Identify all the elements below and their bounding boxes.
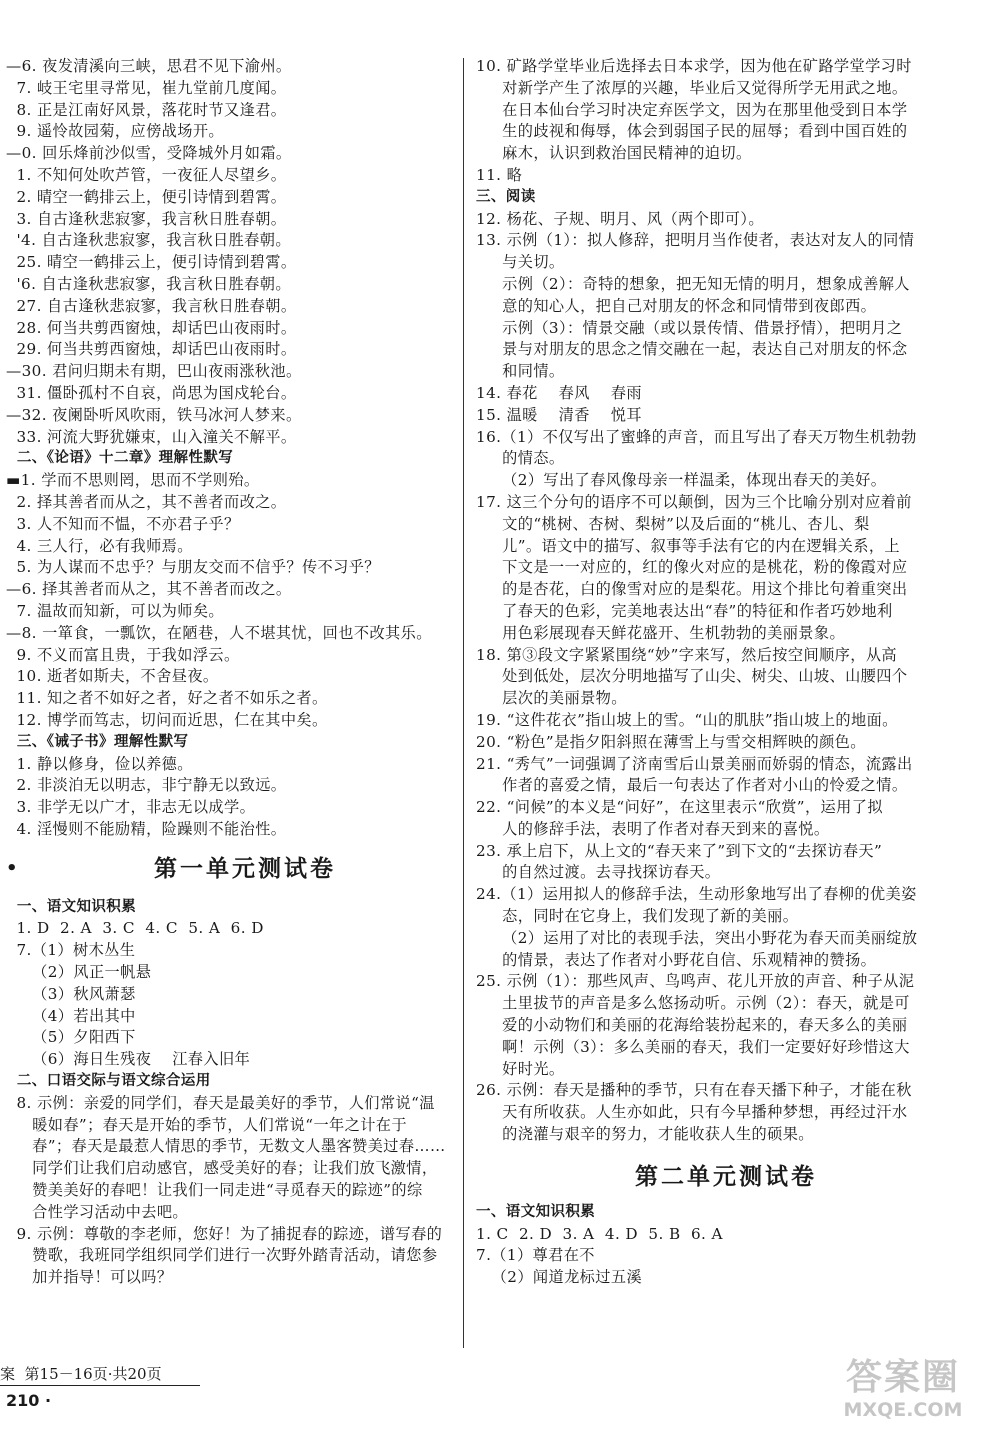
answer-line: ▬1. 学而不思则罔，思而不学则殆。 — [6, 471, 260, 490]
answer-line: 14. 春花 春风 春雨 — [476, 383, 642, 402]
answer-line: 麻木，认识到救治国民精神的迫切。 — [476, 144, 752, 163]
answer-line: 15. 温暖 清香 悦耳 — [476, 405, 642, 424]
answer-line: 好时光。 — [476, 1059, 565, 1078]
answer-line: 作者的喜爱之情，最后一句表达了作者对小山的怜爱之情。 — [476, 776, 908, 795]
answer-line: 10. 逝者如斯夫，不舍昼夜。 — [6, 667, 219, 686]
answer-line: 4. 三人行，必有我师焉。 — [6, 536, 193, 555]
answer-line: 24.（1）运用拟人的修辞手法，生动形象地写出了春柳的优美姿 — [476, 885, 917, 904]
answer-line: 19. “这件花衣”指山坡上的雪。“山的肌肤”指山坡上的地面。 — [476, 710, 898, 729]
answer-line: 与关切。 — [476, 253, 565, 272]
answer-line: —6. 择其善者而从之，其不善者而改之。 — [6, 580, 292, 599]
watermark-logo — [818, 1356, 988, 1424]
left-column — [6, 56, 454, 1289]
answer-line: 2. 非淡泊无以明志，非宁静无以致远。 — [6, 776, 287, 795]
answer-line: 人的修辞手法，表明了作者对春天到来的喜悦。 — [476, 819, 830, 838]
answer-line: 在日本仙台学习时决定弃医学文，因为在那里他受到日本学 — [476, 100, 908, 119]
answer-line: 9. 不义而富且贵，于我如浮云。 — [6, 645, 240, 664]
answer-line: 18. 第③段文字紧紧围绕“妙”字来写，然后按空间顺序，从高 — [476, 645, 898, 664]
answer-line: 10. 矿路学堂毕业后选择去日本求学，因为他在矿路学堂学习时 — [476, 57, 912, 75]
answer-line: 的浇灌与艰辛的努力，才能收获人生的硕果。 — [476, 1125, 814, 1144]
answer-line: 33. 河流大野犹嫌束，山入潼关不解平。 — [6, 427, 297, 446]
watermark-main: 答案圈 — [845, 1357, 960, 1398]
answer-line: 的是杏花，白的像雪对应的是梨花。用这个排比句着重突出 — [476, 580, 908, 599]
answer-line: 下文是一一对应的，红的像火对应的是桃花，粉的像霞对应 — [476, 558, 908, 577]
answer-line: 2. 择其善者而从之，其不善者而改之。 — [6, 492, 287, 511]
answer-line: 儿”。语文中的描写、叙事等手法有它的内在逻辑关系，上 — [476, 536, 900, 555]
answer-line: 4. 淫慢则不能励精，险躁则不能治性。 — [6, 819, 287, 838]
section-heading: 一、语文知识积累 — [476, 1203, 596, 1220]
answer-line: 示例（3）：情景交融（或以景传情、借景抒情），把明月之 — [476, 318, 903, 337]
answer-line: 29. 何当共剪西窗烛，却话巴山夜雨时。 — [6, 340, 297, 359]
answer-line: 9. 遥怜故园菊，应傍战场开。 — [6, 122, 225, 141]
answer-line: 1. 静以修身，俭以养德。 — [6, 754, 193, 773]
answer-line: —0. 回乐烽前沙似雪，受降城外月如霜。 — [6, 144, 292, 163]
answer-line: 合性学习活动中去吧。 — [6, 1202, 189, 1221]
answer-line: 的情态。 — [476, 449, 565, 468]
answer-line: 26. 示例：春天是播种的季节，只有在春天播下种子，才能在秋 — [476, 1081, 912, 1100]
answer-line: 用色彩展现春天鲜花盛开、生机勃勃的美丽景象。 — [476, 623, 846, 642]
answer-line: （2）风正一帆悬 — [6, 963, 152, 982]
answer-line: 处到低处，层次分明地描写了山尖、树尖、山坡、山腰四个 — [476, 667, 908, 686]
answer-line: 暖如春”；春天是开始的季节，人们常说“一年之计在于 — [6, 1115, 407, 1134]
answer-line: 7. 岐王宅里寻常见，崔九堂前几度闻。 — [6, 78, 287, 97]
answer-line: 27. 自古逢秋悲寂寥，我言秋日胜春朝。 — [6, 296, 297, 315]
answer-line: 28. 何当共剪西窗烛，却话巴山夜雨时。 — [6, 318, 297, 337]
answer-line: 土里拔节的声音是多么悠扬动听。示例（2）：春天，就是可 — [476, 994, 910, 1013]
answer-line: 1. C 2. D 3. A 4. D 5. B 6. A — [476, 1224, 723, 1243]
answer-line: —6. 夜发清溪向三峡，思君不见下渝州。 — [6, 57, 292, 75]
answer-line: 16.（1）不仅写出了蜜蜂的声音，而且写出了春天万物生机勃勃 — [476, 427, 917, 446]
answer-line: '6. 自古逢秋悲寂寥，我言秋日胜春朝。 — [6, 274, 291, 293]
answer-line: '4. 自古逢秋悲寂寥，我言秋日胜春朝。 — [6, 231, 291, 250]
answer-line: 5. 为人谋而不忠乎？与朋友交而不信乎？传不习乎？ — [6, 558, 380, 577]
answer-line: 8. 正是江南好风景，落花时节又逢君。 — [6, 100, 287, 119]
answer-line: 景与对朋友的思念之情交融在一起，表达自己对朋友的怀念 — [476, 340, 908, 359]
answer-line: 态，同时在它身上，我们发现了新的美丽。 — [476, 907, 799, 926]
answer-line: 3. 自古逢秋悲寂寥，我言秋日胜春朝。 — [6, 209, 287, 228]
answer-line: （2）运用了对比的表现手法，突出小野花为春天而美丽绽放 — [476, 928, 918, 947]
answer-line: 20. “粉色”是指夕阳斜照在薄雪上与雪交相辉映的颜色。 — [476, 732, 866, 751]
answer-line: 2. 晴空一鹤排云上，便引诗情到碧霄。 — [6, 187, 287, 206]
answer-line: 啊！示例（3）：多么美丽的春天，我们一定要好好珍惜这大 — [476, 1037, 910, 1056]
answer-line: 天有所收获。人生亦如此，只有今早播种梦想，再经过汗水 — [476, 1103, 908, 1122]
answer-line: 21. “秀气”一词强调了济南雪后山景美丽而娇弱的情态，流露出 — [476, 754, 913, 773]
answer-line: 春”；春天是最惹人情思的季节，无数文人墨客赞美过春…… — [6, 1137, 446, 1156]
answer-line: 12. 杨花、子规、明月、风（两个即可）。 — [476, 209, 764, 228]
answer-line: 的自然过渡。去寻找探访春天。 — [476, 863, 721, 882]
margin-mark: • — [6, 857, 21, 879]
answer-line: （4）若出其中 — [6, 1006, 136, 1025]
answer-line: 示例（2）：奇特的想象，把无知无情的明月，想象成善解人 — [476, 274, 910, 293]
test-paper-title: 第二单元测试卷 — [635, 1163, 817, 1190]
answer-line: 25. 示例（1）：那些风声、鸟鸣声、花儿开放的声音、种子从泥 — [476, 972, 915, 991]
answer-line: —30. 君问归期未有期，巴山夜雨涨秋池。 — [6, 362, 302, 381]
answer-line: 17. 这三个分句的语序不可以颠倒，因为三个比喻分别对应着前 — [476, 492, 912, 511]
answer-line: —32. 夜阑卧听风吹雨，铁马冰河人梦来。 — [6, 405, 302, 424]
page-number: 210 · — [6, 1391, 52, 1410]
answer-line: （5）夕阳西下 — [6, 1028, 136, 1047]
section-heading: 三、阅读 — [476, 188, 536, 205]
answer-line: 23. 承上启下，从上文的“春天来了”到下文的“去探访春天” — [476, 841, 883, 860]
answer-line: 同学们让我们启动感官，感受美好的春；让我们放飞激情， — [6, 1159, 438, 1178]
test-paper-title: 第一单元测试卷 • — [6, 841, 454, 897]
right-column — [476, 56, 976, 1289]
watermark-url: MXQE.COM — [843, 1399, 963, 1421]
answer-line: 生的歧视和侮辱，体会到弱国子民的屈辱；看到中国百姓的 — [476, 122, 908, 141]
answer-line: 对新学产生了浓厚的兴趣，毕业后又觉得所学无用武之地。 — [476, 78, 908, 97]
answer-line: 22. “问候”的本义是“问好”，在这里表示“欣赏”，运用了拟 — [476, 798, 883, 817]
answer-line: 了春天的色彩，完美地表达出“春”的特征和作者巧妙地利 — [476, 601, 893, 620]
answer-line: （2）写出了春风像母亲一样温柔，体现出春天的美好。 — [476, 471, 887, 490]
answer-line: （3）秋风萧瑟 — [6, 984, 136, 1003]
answer-line: —8. 一箪食，一瓢饮，在陋巷，人不堪其忧，回也不改其乐。 — [6, 623, 432, 642]
section-heading: 二、《论语》十二章》理解性默写 — [6, 450, 234, 467]
answer-line: 25. 晴空一鹤排云上，便引诗情到碧霄。 — [6, 253, 297, 272]
answer-line: 11. 略 — [476, 165, 523, 184]
answer-line: 赞歌，我班同学组织同学们进行一次野外踏青活动，请您参 — [6, 1246, 438, 1265]
answer-line: 爱的小动物们和美丽的花海给装扮起来的，春天多么的美丽 — [476, 1016, 908, 1035]
answer-line: 13. 示例（1）：拟人修辞，把明月当作使者，表达对友人的同情 — [476, 231, 915, 250]
answer-line: 7. 温故而知新，可以为师矣。 — [6, 601, 225, 620]
answer-line: 7.（1）尊君在不 — [476, 1246, 595, 1265]
answer-line: 加并指导！可以吗？ — [6, 1268, 173, 1287]
answer-line: 9. 示例：尊敬的李老师，您好！为了捕捉春的踪迹，谱写春的 — [6, 1224, 443, 1243]
section-heading: 三、《诫子书》理解性默写 — [6, 733, 189, 750]
answer-line: 和同情。 — [476, 362, 565, 381]
page-footer: 案 第15－16页·共20页 — [0, 1363, 200, 1386]
answer-line: 的情景，表达了作者对小野花自信、乐观精神的赞扬。 — [476, 950, 877, 969]
section-heading: 二、口语交际与语文综合运用 — [6, 1073, 211, 1090]
answer-line: 文的“桃树、杏树、梨树”以及后面的“桃儿、杏儿、梨 — [476, 514, 870, 533]
section-heading: 一、语文知识积累 — [6, 898, 137, 915]
answer-line: 7.（1）树木丛生 — [6, 941, 136, 960]
answer-line: （2）闻道龙标过五溪 — [476, 1268, 643, 1287]
answer-line: 1. 不知何处吹芦管，一夜征人尽望乡。 — [6, 165, 287, 184]
answer-line: 3. 人不知而不愠，不亦君子乎？ — [6, 514, 240, 533]
answer-line: 赞美美好的春吧！让我们一同走进“寻觅春天的踪迹”的综 — [6, 1181, 423, 1200]
answer-line: 12. 博学而笃志，切问而近思，仁在其中矣。 — [6, 710, 328, 729]
answer-line: 层次的美丽景物。 — [476, 689, 627, 708]
answer-line: 11. 知之者不如好之者，好之者不如乐之者。 — [6, 689, 328, 708]
answer-line: （6）海日生残夜 江春入旧年 — [6, 1050, 251, 1069]
answer-line: 意的知心人，把自己对朋友的怀念和同情带到夜郎西。 — [476, 296, 877, 315]
answer-line: 8. 示例：亲爱的同学们，春天是最美好的季节，人们常说“温 — [6, 1093, 435, 1112]
column-divider — [463, 58, 464, 1348]
answer-line: 1. D 2. A 3. C 4. C 5. A 6. D — [6, 919, 264, 938]
answer-line: 31. 僵卧孤村不自哀，尚思为国戍轮台。 — [6, 383, 297, 402]
answer-line: 3. 非学无以广才，非志无以成学。 — [6, 798, 256, 817]
